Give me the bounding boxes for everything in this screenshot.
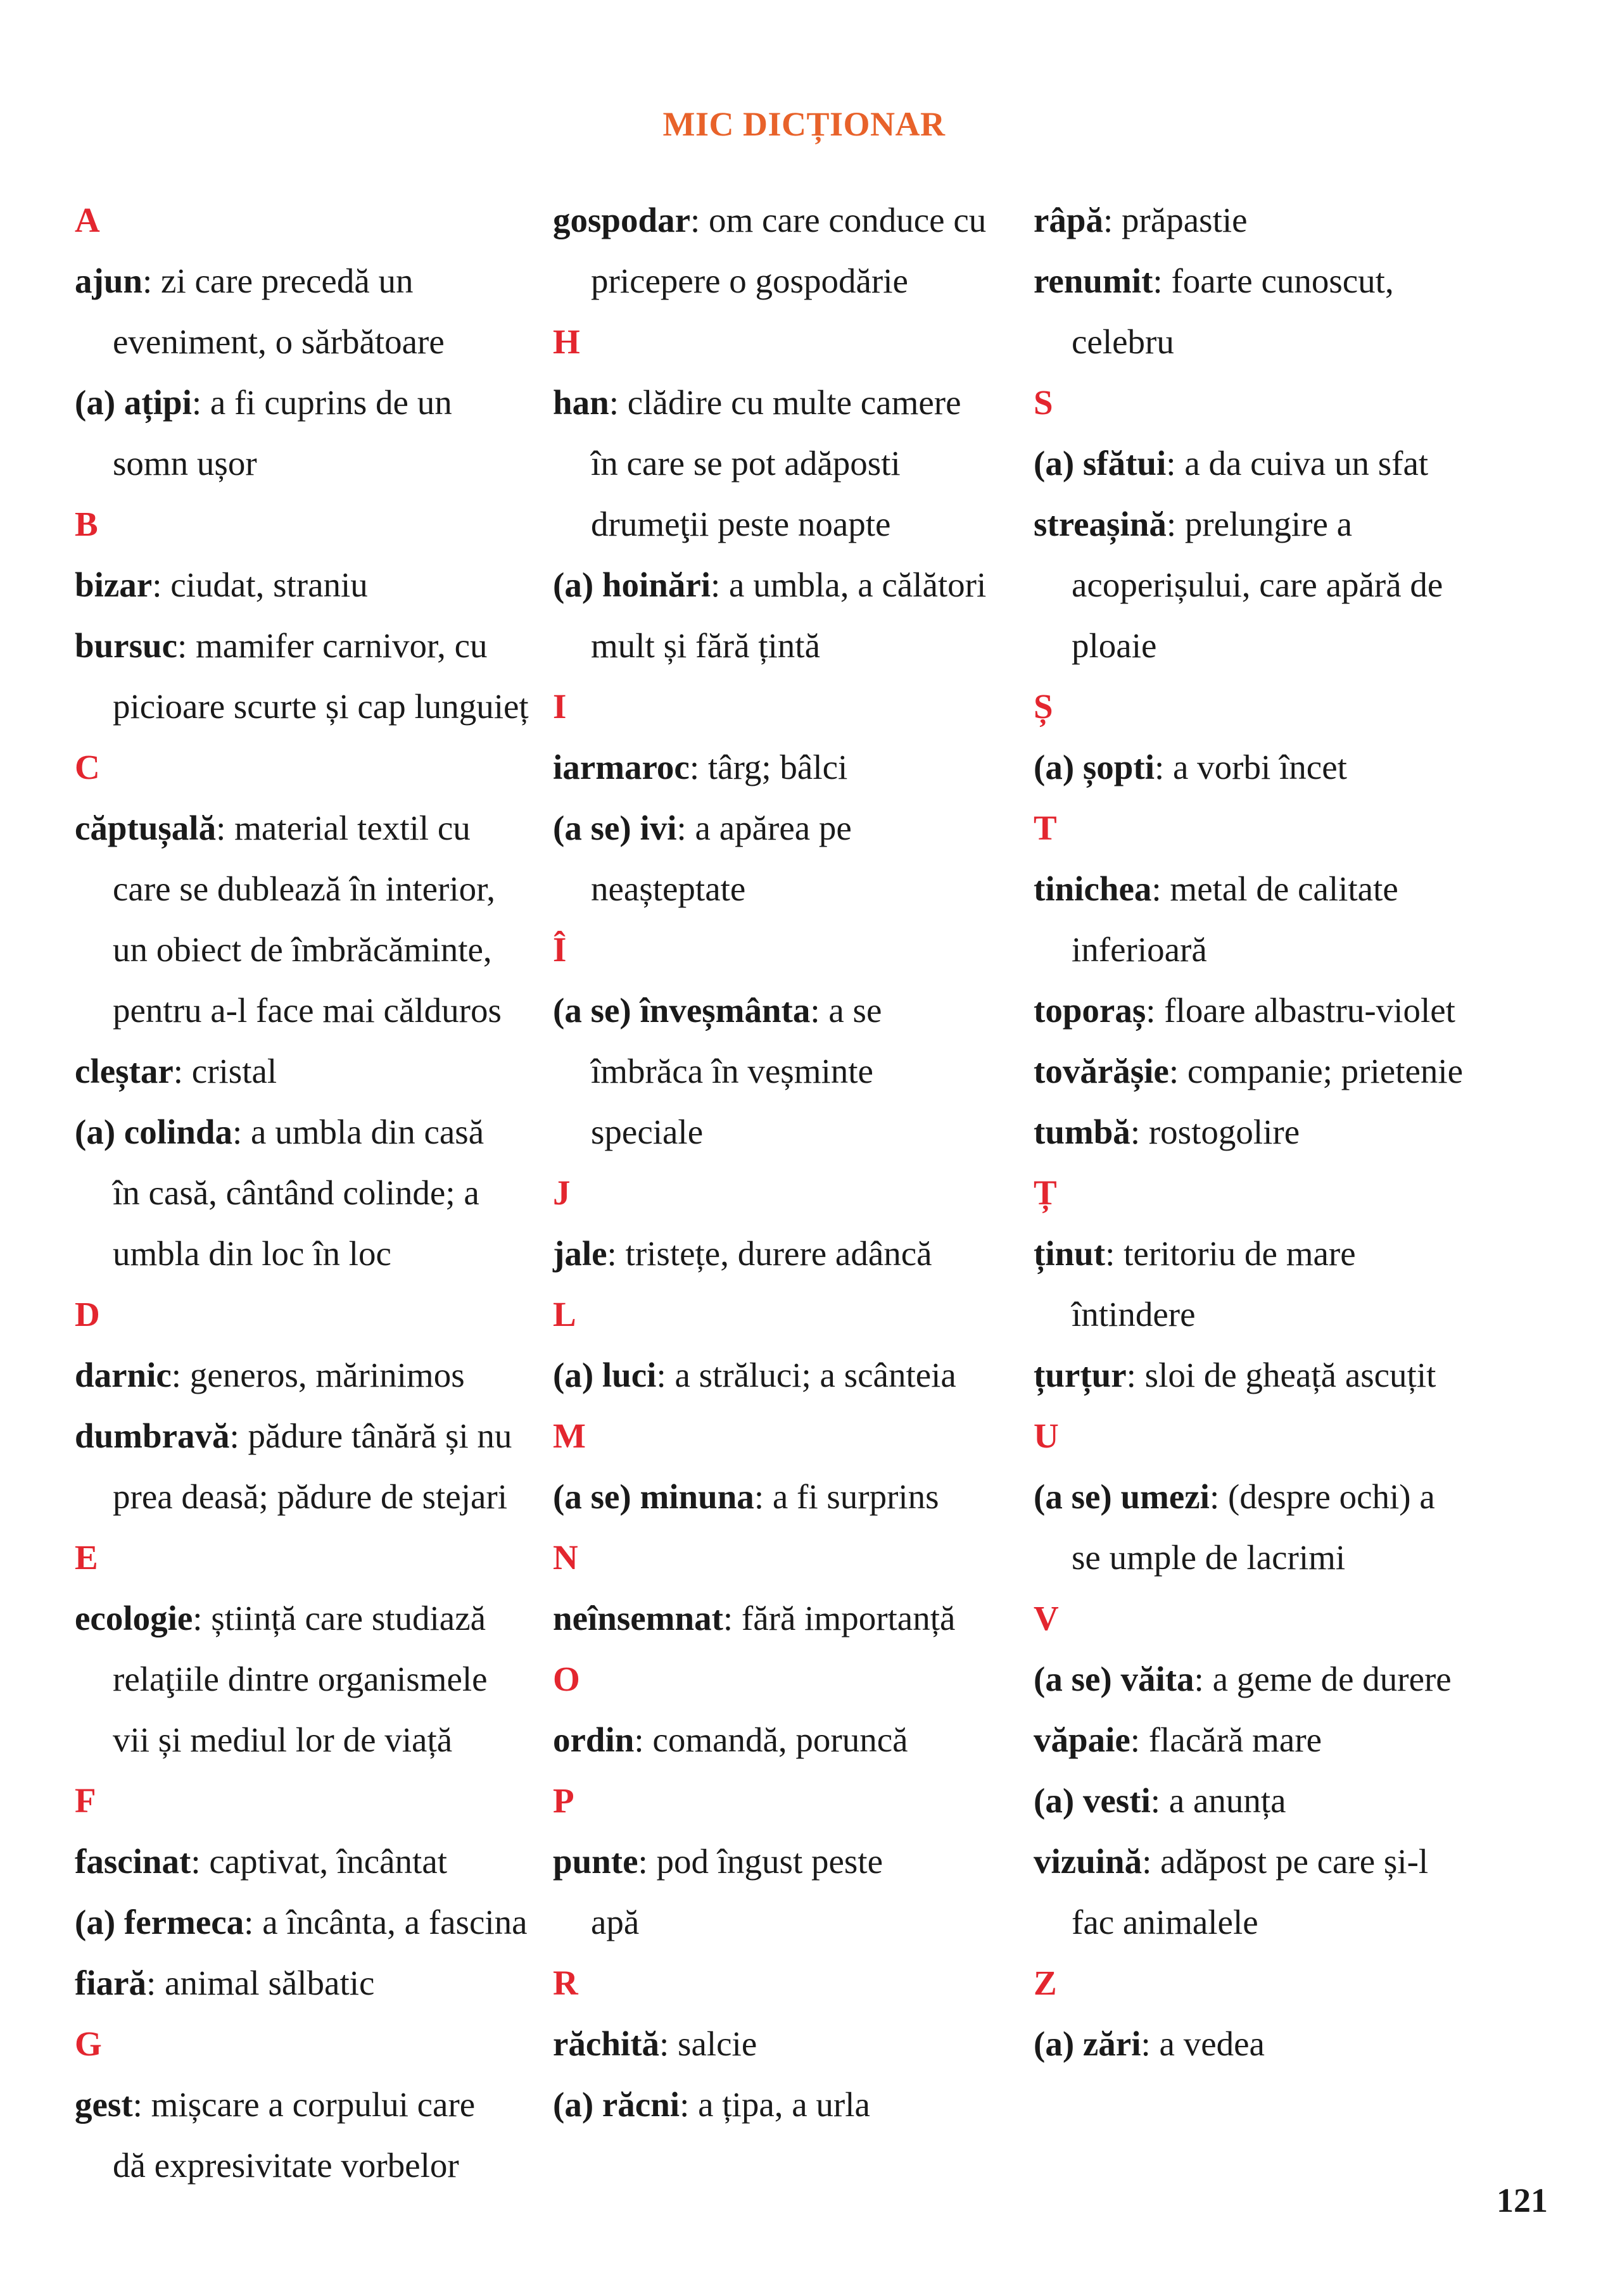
- entry-definition: : a încânta, a fascina: [244, 1903, 528, 1941]
- entry-definition: : a vorbi încet: [1154, 748, 1347, 786]
- definition-continuation: relaţiile dintre organismele: [113, 1660, 488, 1698]
- dictionary-column-2: [553, 190, 1034, 2135]
- entry-definition: : a da cuiva un sfat: [1166, 444, 1429, 483]
- definition-continuation: prea deasă; pădure de stejari: [113, 1477, 507, 1516]
- entry-headword: (a) sfătui: [1034, 444, 1167, 483]
- dictionary-entry: [75, 1041, 556, 1102]
- dictionary-entry: [1034, 1710, 1540, 1770]
- definition-continuation: somn ușor: [113, 444, 257, 483]
- page-number: 121: [1497, 2181, 1548, 2219]
- entry-definition: : floare albastru-violet: [1146, 991, 1455, 1030]
- definition-continuation: apă: [591, 1903, 640, 1941]
- letter-heading: A: [75, 201, 100, 239]
- dictionary-entry: [553, 980, 1034, 1041]
- definition-continuation: vii și mediul lor de viață: [113, 1720, 453, 1759]
- entry-definition: : metal de calitate: [1151, 869, 1398, 908]
- definition-continuation: umbla din loc în loc: [113, 1234, 391, 1273]
- entry-definition: : a umbla, a călători: [711, 565, 987, 604]
- entry-headword: (a) hoinări: [553, 565, 711, 604]
- entry-headword: (a) ațipi: [75, 383, 192, 422]
- entry-definition: : prelungire a: [1166, 505, 1353, 543]
- entry-headword: dumbravă: [75, 1416, 230, 1455]
- letter-heading: Ț: [1034, 1173, 1057, 1212]
- dictionary-entry: [75, 1588, 556, 1649]
- dictionary-entry: [1034, 1770, 1540, 1831]
- entry-headword: țurțur: [1034, 1356, 1127, 1394]
- definition-continuation: inferioară: [1072, 930, 1207, 969]
- entry-headword: gest: [75, 2085, 133, 2124]
- entry-headword: (a) șopti: [1034, 748, 1155, 786]
- entry-definition: : prăpastie: [1103, 201, 1248, 239]
- entry-definition: : tristețe, durere adâncă: [607, 1234, 932, 1273]
- dictionary-entry: [1034, 1223, 1540, 1284]
- entry-definition: : știință care studiază: [193, 1599, 486, 1637]
- entry-definition: : comandă, poruncă: [634, 1720, 908, 1759]
- letter-heading: Z: [1034, 1964, 1057, 2002]
- dictionary-entry: [553, 555, 1034, 615]
- letter-heading: O: [553, 1660, 580, 1698]
- entry-headword: ecologie: [75, 1599, 193, 1637]
- entry-headword: bizar: [75, 565, 153, 604]
- entry-headword: iarmaroc: [553, 748, 690, 786]
- entry-headword: punte: [553, 1842, 638, 1881]
- entry-headword: văpaie: [1034, 1720, 1130, 1759]
- letter-heading: L: [553, 1295, 576, 1334]
- definition-continuation: picioare scurte și cap lunguieț: [113, 687, 529, 726]
- dictionary-entry: [1034, 494, 1540, 555]
- dictionary-entry: [75, 1406, 556, 1467]
- dictionary-entry: [75, 251, 556, 312]
- definition-continuation: dă expresivitate vorbelor: [113, 2146, 459, 2185]
- entry-definition: : generos, mărinimos: [171, 1356, 465, 1394]
- definition-continuation: mult și fără țintă: [591, 626, 820, 665]
- letter-heading: S: [1034, 383, 1053, 422]
- dictionary-entry: [1034, 980, 1540, 1041]
- entry-definition: : a fi cuprins de un: [191, 383, 452, 422]
- entry-headword: toporaș: [1034, 991, 1146, 1030]
- entry-definition: : captivat, încântat: [191, 1842, 448, 1881]
- letter-heading: N: [553, 1538, 578, 1577]
- definition-continuation: speciale: [591, 1113, 704, 1151]
- letter-heading: J: [553, 1173, 571, 1212]
- entry-definition: : (despre ochi) a: [1209, 1477, 1435, 1516]
- dictionary-entry: [1034, 1041, 1540, 1102]
- entry-headword: ținut: [1034, 1234, 1106, 1273]
- dictionary-column-3: [1034, 190, 1540, 2074]
- entry-headword: tovărășie: [1034, 1052, 1169, 1090]
- entry-definition: : material textil cu: [216, 809, 471, 847]
- definition-continuation: drumeţii peste noapte: [591, 505, 891, 543]
- letter-heading: E: [75, 1538, 98, 1577]
- entry-definition: : a anunța: [1150, 1781, 1286, 1820]
- dictionary-entry: [553, 737, 1034, 798]
- dictionary-entry: [1034, 737, 1540, 798]
- definition-continuation: fac animalele: [1072, 1903, 1258, 1941]
- definition-continuation: pricepere o gospodărie: [591, 262, 908, 300]
- dictionary-entry: [1034, 859, 1540, 919]
- entry-headword: râpă: [1034, 201, 1103, 239]
- page-title: MIC DICȚIONAR: [662, 105, 946, 143]
- entry-definition: : adăpost pe care și-l: [1142, 1842, 1429, 1881]
- dictionary-entry: [1034, 251, 1540, 312]
- entry-definition: : om care conduce cu: [690, 201, 987, 239]
- definition-continuation: îmbrăca în veșminte: [591, 1052, 873, 1090]
- letter-heading: M: [553, 1416, 586, 1455]
- entry-definition: : a străluci; a scânteia: [656, 1356, 956, 1394]
- entry-definition: : salcie: [659, 2024, 757, 2063]
- definition-continuation: se umple de lacrimi: [1072, 1538, 1346, 1577]
- letter-heading: H: [553, 322, 580, 361]
- dictionary-entry: [553, 1345, 1034, 1406]
- dictionary-entry: [553, 372, 1034, 433]
- entry-headword: renumit: [1034, 262, 1153, 300]
- definition-continuation: un obiect de îmbrăcăminte,: [113, 930, 492, 969]
- dictionary-entry: [1034, 1831, 1540, 1892]
- dictionary-entry: [75, 2074, 556, 2135]
- letter-heading: T: [1034, 809, 1057, 847]
- letter-heading: D: [75, 1295, 100, 1334]
- definition-continuation: neașteptate: [591, 869, 746, 908]
- dictionary-entry: [75, 1831, 556, 1892]
- entry-definition: : pod îngust peste: [638, 1842, 883, 1881]
- dictionary-entry: [75, 798, 556, 859]
- dictionary-entry: [75, 1892, 556, 1953]
- dictionary-entry: [1034, 1649, 1540, 1710]
- dictionary-entry: [75, 1345, 556, 1406]
- entry-headword: (a) luci: [553, 1356, 657, 1394]
- entry-headword: răchită: [553, 2024, 660, 2063]
- entry-headword: (a) răcni: [553, 2085, 680, 2124]
- entry-headword: darnic: [75, 1356, 172, 1394]
- letter-heading: U: [1034, 1416, 1059, 1455]
- entry-headword: (a se) ivi: [553, 809, 677, 847]
- dictionary-entry: [1034, 190, 1540, 251]
- letter-heading: P: [553, 1781, 574, 1820]
- dictionary-entry: [75, 1102, 556, 1163]
- definition-continuation: care se dublează în interior,: [113, 869, 496, 908]
- entry-definition: : companie; prietenie: [1168, 1052, 1464, 1090]
- entry-definition: : rostogolire: [1130, 1113, 1300, 1151]
- entry-headword: neînsemnat: [553, 1599, 723, 1637]
- dictionary-entry: [553, 1223, 1034, 1284]
- letter-heading: C: [75, 748, 100, 786]
- entry-definition: : a se: [810, 991, 882, 1030]
- dictionary-entry: [1034, 1102, 1540, 1163]
- letter-heading: V: [1034, 1599, 1059, 1637]
- definition-continuation: acoperișului, care apără de: [1072, 565, 1443, 604]
- entry-headword: han: [553, 383, 609, 422]
- letter-heading: F: [75, 1781, 96, 1820]
- entry-headword: ajun: [75, 262, 142, 300]
- dictionary-entry: [553, 1710, 1034, 1770]
- entry-definition: : cristal: [173, 1052, 277, 1090]
- entry-headword: tumbă: [1034, 1113, 1130, 1151]
- dictionary-entry: [1034, 1345, 1540, 1406]
- entry-headword: (a) fermeca: [75, 1903, 244, 1941]
- entry-definition: : animal sălbatic: [146, 1964, 375, 2002]
- dictionary-entry: [553, 1831, 1034, 1892]
- entry-headword: fiară: [75, 1964, 147, 2002]
- entry-headword: (a) colinda: [75, 1113, 233, 1151]
- letter-heading: Ș: [1034, 687, 1053, 726]
- entry-headword: tinichea: [1034, 869, 1152, 908]
- dictionary-entry: [553, 190, 1034, 251]
- definition-continuation: pentru a-l face mai călduros: [113, 991, 502, 1030]
- dictionary-column-1: [75, 190, 556, 2196]
- entry-headword: vizuină: [1034, 1842, 1143, 1881]
- letter-heading: B: [75, 505, 98, 543]
- definition-continuation: celebru: [1072, 322, 1174, 361]
- entry-headword: cleștar: [75, 1052, 174, 1090]
- entry-definition: : pădure tânără și nu: [229, 1416, 512, 1455]
- entry-headword: streașină: [1034, 505, 1167, 543]
- entry-definition: : a umbla din casă: [232, 1113, 484, 1151]
- entry-headword: gospodar: [553, 201, 690, 239]
- entry-definition: : sloi de gheață ascuțit: [1126, 1356, 1436, 1394]
- dictionary-entry: [553, 2014, 1034, 2074]
- entry-definition: : ciudat, straniu: [152, 565, 368, 604]
- entry-headword: ordin: [553, 1720, 635, 1759]
- definition-continuation: ploaie: [1072, 626, 1157, 665]
- entry-definition: : zi care precedă un: [142, 262, 414, 300]
- entry-definition: : foarte cunoscut,: [1153, 262, 1394, 300]
- definition-continuation: în casă, cântând colinde; a: [113, 1173, 479, 1212]
- entry-definition: : mișcare a corpului care: [132, 2085, 476, 2124]
- entry-headword: bursuc: [75, 626, 177, 665]
- entry-headword: (a) vesti: [1034, 1781, 1151, 1820]
- definition-continuation: eveniment, o sărbătoare: [113, 322, 445, 361]
- dictionary-entry: [75, 555, 556, 615]
- entry-definition: : clădire cu multe camere: [609, 383, 961, 422]
- dictionary-entry: [1034, 433, 1540, 494]
- dictionary-entry: [553, 1467, 1034, 1527]
- letter-heading: Î: [553, 930, 567, 969]
- dictionary-entry: [1034, 2014, 1540, 2074]
- letter-heading: I: [553, 687, 567, 726]
- definition-continuation: întindere: [1072, 1295, 1196, 1334]
- definition-continuation: în care se pot adăposti: [591, 444, 901, 483]
- entry-headword: jale: [553, 1234, 607, 1273]
- entry-headword: (a se) înveșmânta: [553, 991, 811, 1030]
- dictionary-entry: [75, 615, 556, 676]
- dictionary-entry: [553, 1588, 1034, 1649]
- entry-headword: (a se) văita: [1034, 1660, 1194, 1698]
- entry-headword: (a se) minuna: [553, 1477, 754, 1516]
- dictionary-entry: [75, 1953, 556, 2014]
- entry-definition: : a apărea pe: [676, 809, 852, 847]
- entry-definition: : fără importanță: [723, 1599, 956, 1637]
- entry-definition: : a fi surprins: [754, 1477, 939, 1516]
- entry-definition: : târg; bâlci: [689, 748, 848, 786]
- dictionary-entry: [553, 2074, 1034, 2135]
- entry-definition: : flacără mare: [1130, 1720, 1322, 1759]
- entry-definition: : teritoriu de mare: [1105, 1234, 1356, 1273]
- entry-headword: (a) zări: [1034, 2024, 1141, 2063]
- letter-heading: R: [553, 1964, 578, 2002]
- entry-headword: căptușală: [75, 809, 217, 847]
- entry-definition: : a țipa, a urla: [680, 2085, 870, 2124]
- dictionary-entry: [75, 372, 556, 433]
- dictionary-entry: [553, 798, 1034, 859]
- entry-headword: fascinat: [75, 1842, 191, 1881]
- entry-definition: : mamifer carnivor, cu: [177, 626, 488, 665]
- letter-heading: G: [75, 2024, 102, 2063]
- entry-definition: : a geme de durere: [1194, 1660, 1452, 1698]
- entry-headword: (a se) umezi: [1034, 1477, 1210, 1516]
- dictionary-entry: [1034, 1467, 1540, 1527]
- entry-definition: : a vedea: [1141, 2024, 1265, 2063]
